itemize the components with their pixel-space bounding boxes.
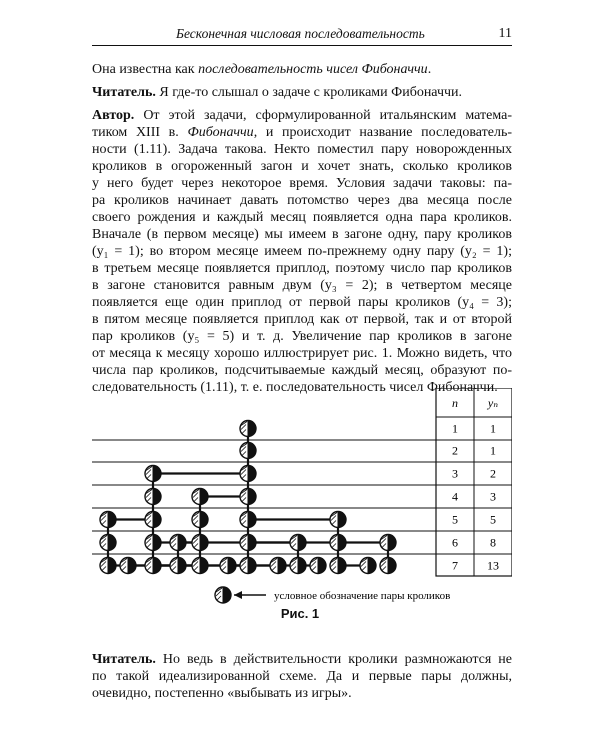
fibonacci-table xyxy=(436,388,512,576)
intro-text: Она известна как xyxy=(92,62,199,77)
rabbit-pair xyxy=(270,558,286,574)
paragraph-intro xyxy=(92,61,512,78)
table-cell-n: 6 xyxy=(452,535,458,550)
legend-rabbit-pair-icon xyxy=(215,587,231,603)
rabbit-pair xyxy=(380,535,396,551)
speaker-author: Автор. xyxy=(92,108,135,123)
rabbit-pair xyxy=(100,558,116,574)
author-line: кроликов в огороженный загон и хочет знать, сколько кроликов xyxy=(92,159,512,174)
table-cell-y: 5 xyxy=(490,512,496,527)
table-cell-n: 1 xyxy=(452,421,458,436)
author-line: у него будет через некоторое время. Условия задачи таковы: па- xyxy=(92,176,512,191)
rabbit-pair xyxy=(170,535,186,551)
rabbit-pair xyxy=(240,535,256,551)
author-line: От этой задачи, сформулированной итальянским матема- xyxy=(134,108,512,123)
rabbit-pair xyxy=(240,466,256,482)
rabbit-pair xyxy=(330,558,346,574)
author-line: от месяца к месяцу хорошо иллюстрирует рис. 1. Можно видеть, что xyxy=(92,346,512,361)
rabbit-pair xyxy=(100,512,116,528)
rabbit-pair xyxy=(240,421,256,437)
table-cell-y: 1 xyxy=(490,421,496,436)
author-line: следовательность (1.11), т. е. последовательность чисел Фибоначчи. xyxy=(92,380,498,395)
paragraph-reader-1 xyxy=(92,84,512,101)
page-number: 11 xyxy=(498,26,512,41)
rabbit-pair xyxy=(120,558,136,574)
figure-1 xyxy=(88,388,512,620)
rabbit-pair xyxy=(220,558,236,574)
table-cell-n: 3 xyxy=(452,466,458,481)
rabbit-pair xyxy=(192,535,208,551)
author-line: числа пар кроликов, подсчитываемые каждый месяц, образуют по- xyxy=(92,363,512,378)
reader2-line: очевидно, постепенно «выбывать из игры». xyxy=(92,686,352,701)
table-cell-y: 3 xyxy=(490,489,496,504)
paragraph-author xyxy=(92,107,512,396)
rabbit-pair xyxy=(145,489,161,505)
rabbit-tree-diagram xyxy=(88,388,512,620)
rabbit-pair xyxy=(380,558,396,574)
author-italic-name: Фибоначчи xyxy=(187,125,254,140)
rabbit-pair xyxy=(290,535,306,551)
table-cell-n: 2 xyxy=(452,443,458,458)
rabbit-pair xyxy=(330,535,346,551)
rabbit-pair xyxy=(290,558,306,574)
table-cell-y: 8 xyxy=(490,535,496,550)
table-cell-y: 1 xyxy=(490,443,496,458)
reader2-line: Но ведь в действительности кролики размножаются не xyxy=(155,652,512,667)
author-line: тиком XIII в. xyxy=(92,125,188,140)
author-line: в загоне становится равным двум (y₃ = 2); в четвертом месяце xyxy=(92,278,512,293)
table-cell-n: 7 xyxy=(452,558,458,573)
paragraph-reader-2 xyxy=(92,651,512,702)
rabbit-pair xyxy=(100,535,116,551)
rabbit-pair xyxy=(330,512,346,528)
rabbit-pair xyxy=(145,512,161,528)
rabbit-pair xyxy=(240,512,256,528)
speaker-reader: Читатель. xyxy=(92,652,156,667)
rabbit-pair xyxy=(145,535,161,551)
legend-arrowhead xyxy=(234,591,242,599)
author-line: Вначале (в первом месяце) мы имеем в загоне одну, пару кроликов xyxy=(92,227,512,242)
rabbit-pair xyxy=(240,558,256,574)
author-line: в третьем месяце появляется приплод, поэтому число пар кроликов xyxy=(92,261,512,276)
rabbit-pair xyxy=(192,489,208,505)
running-header xyxy=(92,24,512,44)
table-header-n: n xyxy=(452,396,458,410)
rabbit-pair xyxy=(192,512,208,528)
table-cell-y: 13 xyxy=(487,558,499,573)
rabbit-pair xyxy=(240,489,256,505)
reader-text: Я где-то слышал о задаче с кроликами Фибоначчи. xyxy=(155,85,463,100)
rabbit-pair xyxy=(145,466,161,482)
rabbit-pairs xyxy=(100,421,396,574)
header-rule xyxy=(92,45,512,46)
intro-italic-term: последовательность чисел Фибоначчи xyxy=(198,62,428,77)
author-line: в пятом месяце появляется приплод как от первой, так и от второй xyxy=(92,312,512,327)
rabbit-pair xyxy=(310,558,326,574)
author-line: ности (1.11). Задача такова. Некто поместил пару новорожденных xyxy=(92,142,512,157)
legend-text: условное обозначение пары кроликов xyxy=(274,590,451,602)
table-header-y: yₙ xyxy=(487,396,499,410)
table-cell-n: 4 xyxy=(452,489,458,504)
figure-caption: Рис. 1 xyxy=(280,606,320,621)
rabbit-pair xyxy=(145,558,161,574)
rabbit-pair xyxy=(360,558,376,574)
rabbit-pair xyxy=(240,443,256,459)
author-line: (y₁ = 1); во втором месяце имеем по-прежнему одну пару (y₂ = 1); xyxy=(92,244,512,259)
header-title: Бесконечная числовая последовательность xyxy=(176,26,425,41)
speaker-reader: Читатель. xyxy=(92,85,156,100)
author-line: появляется еще один приплод от первой пары кроликов (y₄ = 3); xyxy=(92,295,512,310)
rabbit-pair xyxy=(192,558,208,574)
legend xyxy=(215,587,450,603)
table-cell-y: 2 xyxy=(490,466,496,481)
rabbit-pair xyxy=(170,558,186,574)
author-line: своего рождения и каждый месяц появляется одна пара кроликов. xyxy=(92,210,512,225)
author-line: пар кроликов (y₅ = 5) и т. д. Увеличение пар кроликов в загоне xyxy=(92,329,512,344)
reader2-line: по такой идеализированной схеме. Да и первые пары должны, xyxy=(92,669,512,684)
table-cell-n: 5 xyxy=(452,512,458,527)
intro-suffix: . xyxy=(427,62,432,77)
author-line: , и происходит название последователь- xyxy=(253,125,512,140)
author-line: ра кроликов начинает давать потомство через два месяца после xyxy=(92,193,512,208)
